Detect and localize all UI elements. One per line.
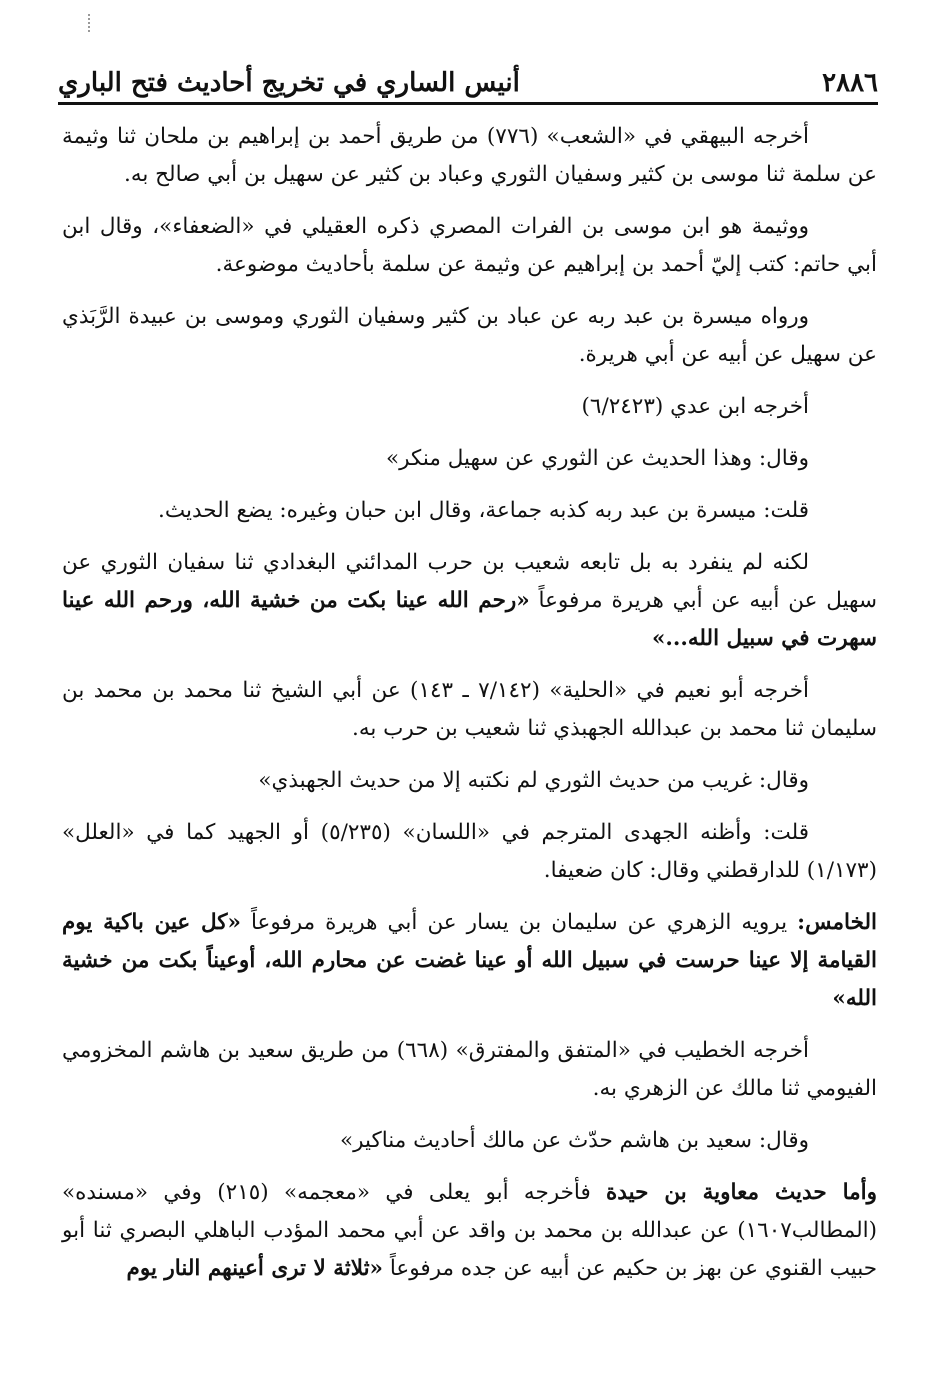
paragraph-text: أخرجه البيهقي في «الشعب» (٧٧٦) من طريق أحمد بن إبراهيم بن ملحان ثنا وثيمة عن سلمة ثنا موسى بن كثير وسفيان الثوري وعباد بن كثير عن سهيل بن أبي صالح به. — [62, 124, 877, 187]
page-body — [62, 118, 877, 1302]
paragraph-text: قلت: ميسرة بن عبد ربه كذبه جماعة، وقال ابن حبان وغيره: يضع الحديث. — [158, 498, 809, 523]
hadith-quote: «ثلاثة لا ترى أعينهم النار يوم — [126, 1256, 383, 1281]
paragraph-text: أخرجه الخطيب في «المتفق والمفترق» (٦٦٨) من طريق سعيد بن هاشم المخزومي الفيومي ثنا مالك عن الزهري به. — [62, 1038, 877, 1101]
paragraph-text: لكنه لم ينفرد به بل تابعه شعيب بن حرب المدائني البغدادي ثنا سفيان الثوري عن سهيل عن أبيه عن أبي هريرة مرفوعاً — [62, 550, 877, 613]
paragraph — [62, 492, 877, 530]
paragraph — [62, 208, 877, 284]
paragraph — [62, 1174, 877, 1288]
paragraph-text: قلت: وأظنه الجهدى المترجم في «اللسان» (٥/٢٣٥) أو الجهيد كما في «العلل» (١/١٧٣) للدارقطني وقال: كان ضعيفا. — [62, 820, 877, 883]
section-lead: وأما حديث معاوية بن حيدة — [606, 1180, 877, 1205]
paragraph — [62, 672, 877, 748]
paragraph-text: وقال: غريب من حديث الثوري لم نكتبه إلا من حديث الجهبذي» — [258, 768, 809, 793]
paragraph — [62, 814, 877, 890]
paragraph — [62, 118, 877, 194]
paragraph-text: فأخرجه أبو يعلى في «معجمه» (٢١٥) وفي «مسنده» (المطالب١٦٠٧) عن عبدالله بن محمد بن واقد عن أبي محمد المؤدب الباهلي البصري ثنا أبو حبيب القنوي عن بهز بن حكيم عن أبيه عن جده مرفوعاً — [62, 1180, 877, 1281]
hadith-quote: «رحم الله عينا بكت من خشية الله، ورحم الله عينا سهرت في سبيل الله...» — [62, 588, 877, 651]
paragraph-text: أخرجه أبو نعيم في «الحلية» (٧/١٤٢ ـ ١٤٣) عن أبي الشيخ ثنا محمد بن محمد بن سليمان ثنا محمد بن عبدالله الجهبذي ثنا شعيب بن حرب به. — [62, 678, 877, 741]
running-title: أنيس الساري في تخريج أحاديث فتح الباري — [58, 68, 520, 98]
paragraph — [62, 904, 877, 1018]
paragraph-text: وقال: سعيد بن هاشم حدّث عن مالك أحاديث مناكير» — [339, 1128, 809, 1153]
paragraph-text: يرويه الزهري عن سليمان بن يسار عن أبي هريرة مرفوعاً — [250, 910, 788, 935]
paragraph — [62, 440, 877, 478]
section-lead: الخامس: — [797, 910, 877, 935]
scan-speck — [88, 14, 94, 32]
paragraph — [62, 1122, 877, 1160]
paragraph-text: وقال: وهذا الحديث عن الثوري عن سهيل منكر» — [386, 446, 809, 471]
paragraph — [62, 388, 877, 426]
hadith-quote: «كل عين باكية يوم القيامة إلا عينا حرست في سبيل الله أو عينا غضت عن محارم الله، أوعيناً بكت من خشية الله» — [62, 910, 877, 1011]
paragraph-text: أخرجه ابن عدي (٦/٢٤٢٣) — [581, 394, 809, 419]
paragraph — [62, 298, 877, 374]
paragraph-text: ووثيمة هو ابن موسى بن الفرات المصري ذكره العقيلي في «الضعفاء»، وقال ابن أبي حاتم: كتب إليّ أحمد بن إبراهيم عن وثيمة عن سلمة بأحاديث موضوعة. — [62, 214, 877, 277]
page-header — [58, 64, 878, 105]
paragraph — [62, 544, 877, 658]
paragraph — [62, 1032, 877, 1108]
page-number: ٢٨٨٦ — [822, 68, 878, 98]
paragraph — [62, 762, 877, 800]
paragraph-text: ورواه ميسرة بن عبد ربه عن عباد بن كثير وسفيان الثوري وموسى بن عبيدة الرَّبَذي عن سهيل عن أبيه عن أبي هريرة. — [62, 304, 877, 367]
